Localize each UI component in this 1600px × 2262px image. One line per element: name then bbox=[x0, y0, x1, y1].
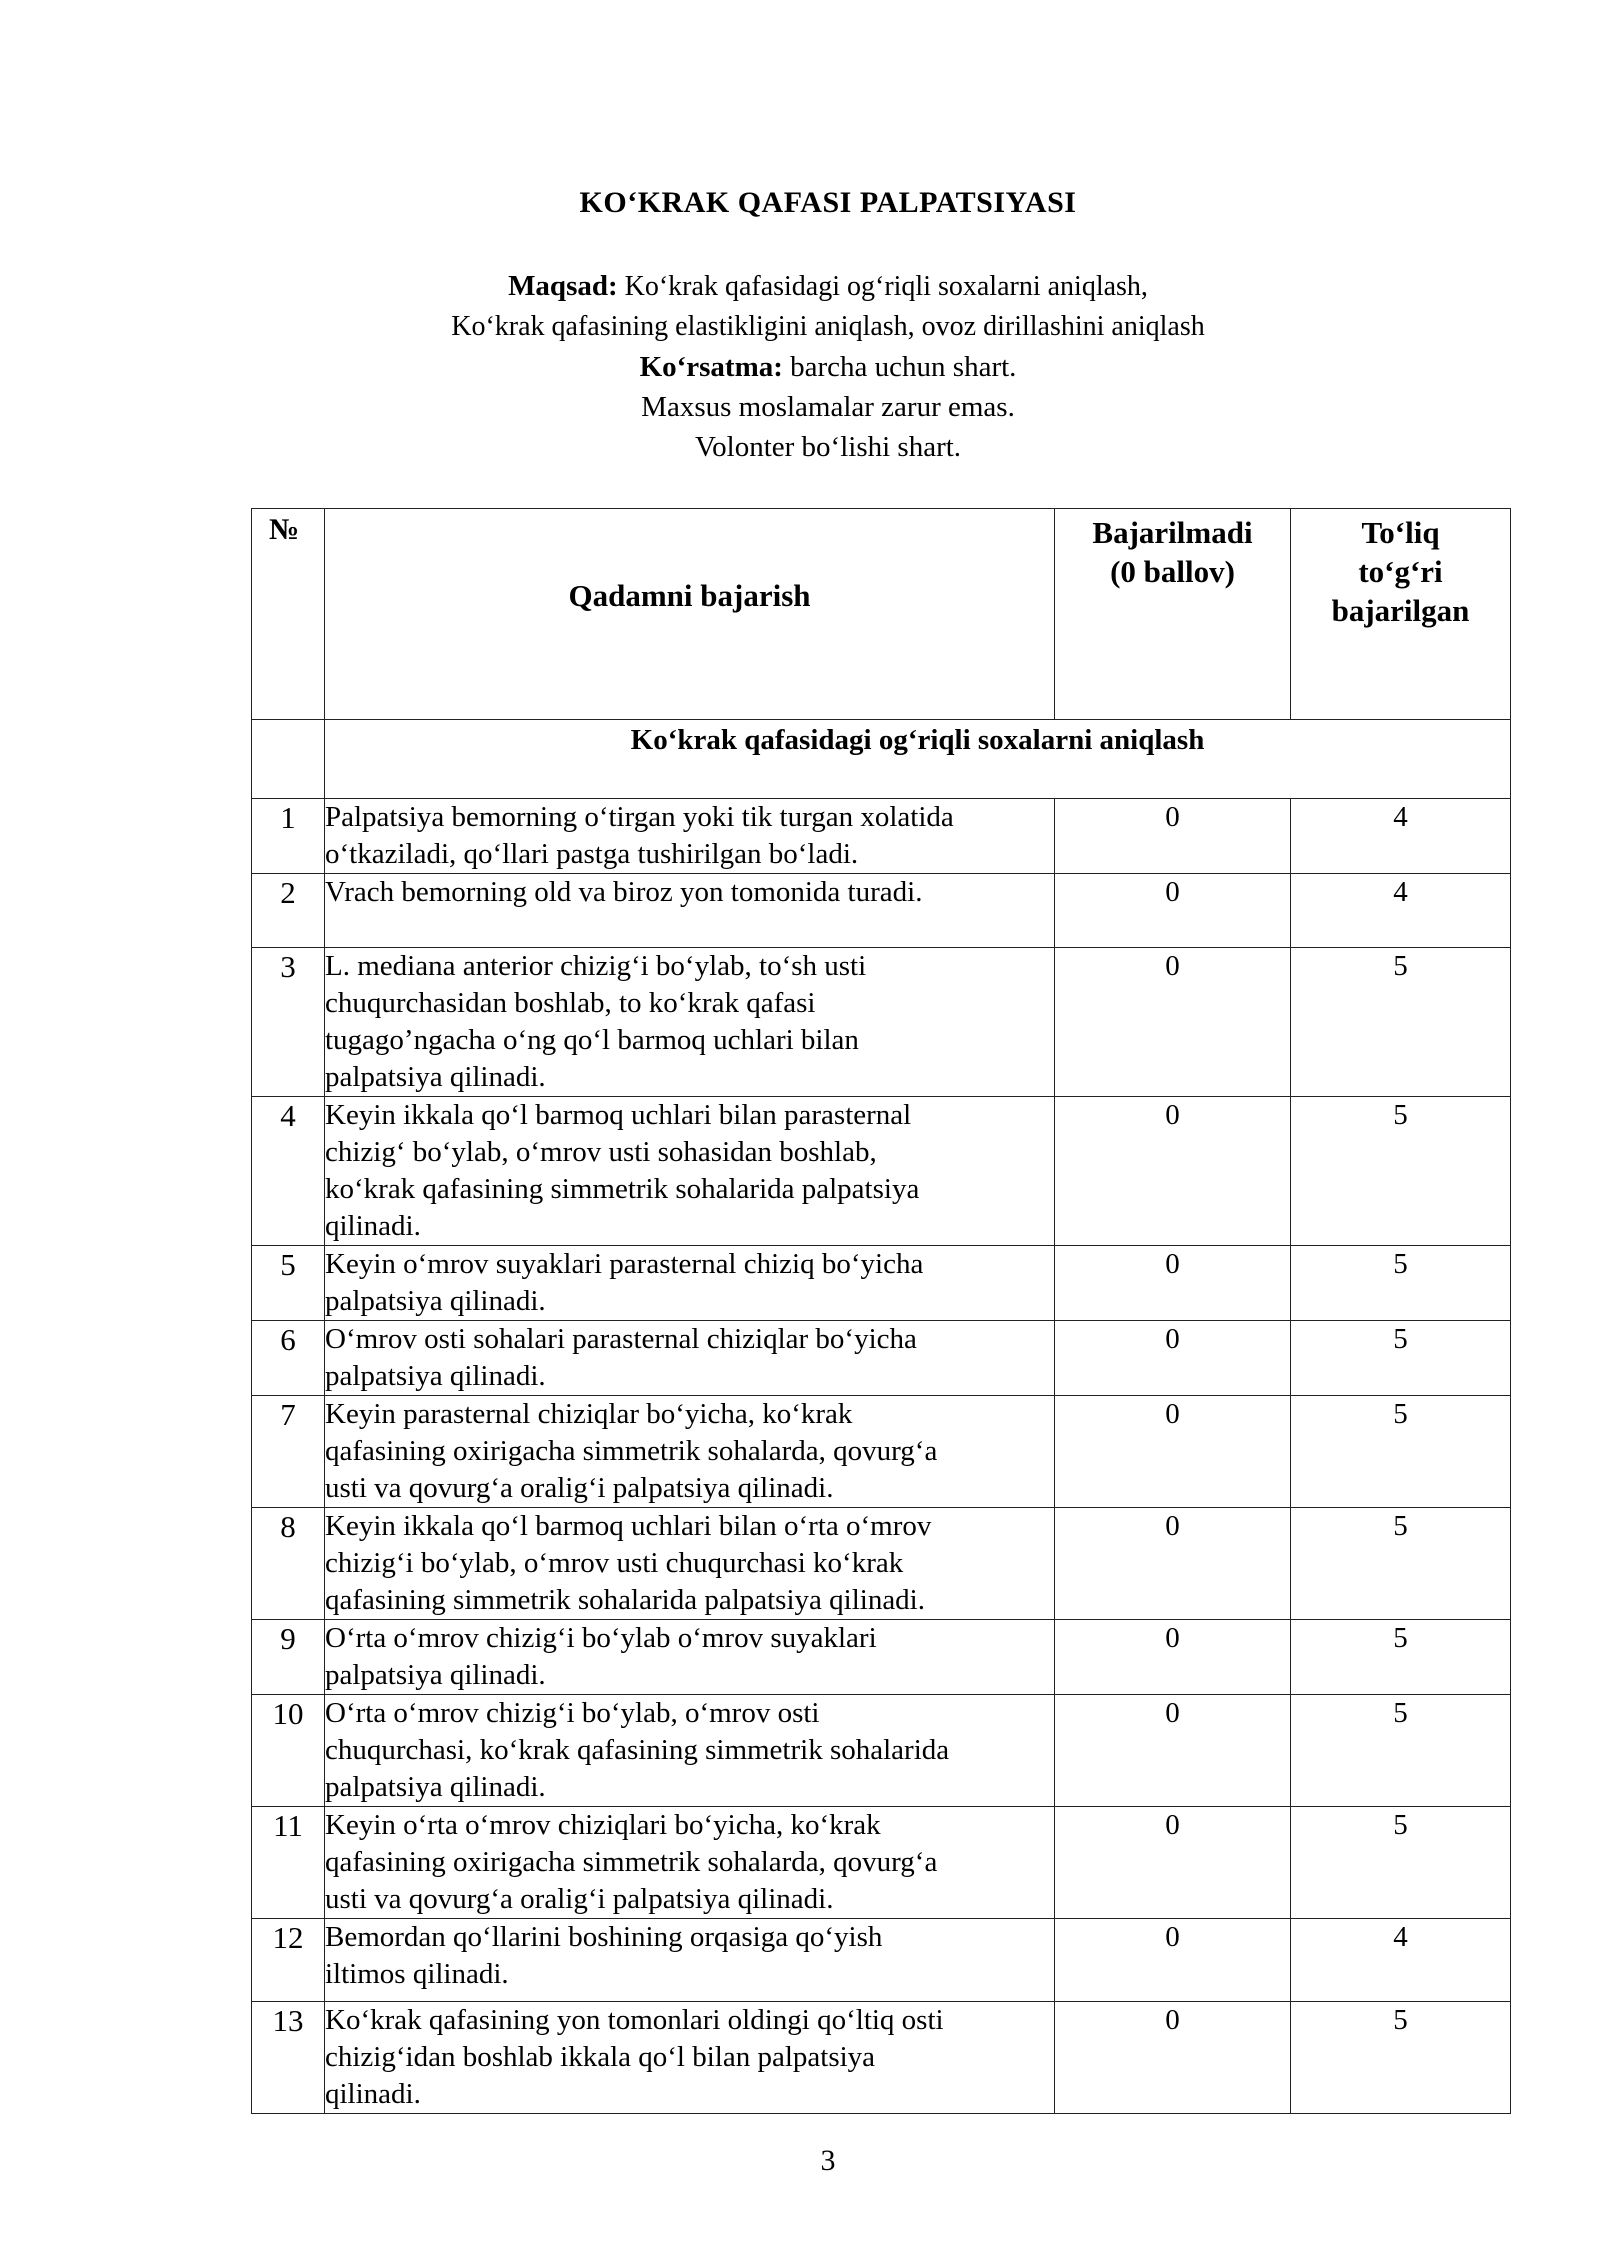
step-description-line: palpatsiya qilinadi. bbox=[325, 1285, 546, 1317]
step-description-line: O‘rta o‘mrov chizig‘i bo‘ylab, o‘mrov osti bbox=[325, 1697, 820, 1729]
step-description bbox=[325, 1246, 1055, 1321]
step-description-line: qilinadi. bbox=[325, 2078, 421, 2110]
fully-done-score: 4 bbox=[1291, 874, 1511, 948]
not-done-score: 0 bbox=[1055, 2002, 1291, 2114]
step-description-line: Keyin ikkala qo‘l barmoq uchlari bilan o‘rta o‘mrov bbox=[325, 1510, 932, 1542]
step-number: 13 bbox=[252, 2002, 325, 2114]
header-fully-done-line: To‘liq bbox=[1361, 515, 1440, 550]
step-description-line: qafasining oxirigacha simmetrik sohalarda, qovurg‘a bbox=[325, 1435, 938, 1467]
step-description bbox=[325, 1321, 1055, 1396]
step-description-line: qilinadi. bbox=[325, 1210, 421, 1242]
step-description-line: Keyin ikkala qo‘l barmoq uchlari bilan parasternal bbox=[325, 1099, 912, 1131]
step-description bbox=[325, 2002, 1055, 2114]
step-description-line: o‘tkaziladi, qo‘llari pastga tushirilgan bo‘ladi. bbox=[325, 838, 859, 870]
checklist-table bbox=[251, 508, 1511, 2114]
fully-done-score: 5 bbox=[1291, 1695, 1511, 1807]
step-number: 6 bbox=[252, 1321, 325, 1396]
header-number: № bbox=[252, 509, 325, 720]
step-description bbox=[325, 1097, 1055, 1246]
fully-done-score: 5 bbox=[1291, 1508, 1511, 1620]
step-description-line: usti va qovurg‘a oralig‘i palpatsiya qilinadi. bbox=[325, 1472, 834, 1504]
not-done-score: 0 bbox=[1055, 1919, 1291, 2002]
step-description-line: Vrach bemorning old va biroz yon tomonida turadi. bbox=[325, 876, 923, 908]
step-description-line: Ko‘krak qafasining yon tomonlari oldingi qo‘ltiq osti bbox=[325, 2004, 944, 2036]
not-done-score: 0 bbox=[1055, 1246, 1291, 1321]
step-description bbox=[325, 1695, 1055, 1807]
table-row bbox=[252, 1246, 1511, 1321]
step-number: 2 bbox=[252, 874, 325, 948]
step-description-line: chuqurchasidan boshlab, to ko‘krak qafasi bbox=[325, 987, 816, 1019]
step-description-line: chuqurchasi, ko‘krak qafasining simmetrik sohalarida bbox=[325, 1734, 950, 1766]
not-done-score: 0 bbox=[1055, 948, 1291, 1097]
fully-done-score: 5 bbox=[1291, 1396, 1511, 1508]
step-description-line: ko‘krak qafasining simmetrik sohalarida palpatsiya bbox=[325, 1173, 920, 1205]
not-done-score: 0 bbox=[1055, 874, 1291, 948]
volunteer-line: Volonter bo‘lishi shart. bbox=[694, 431, 962, 463]
fully-done-score: 5 bbox=[1291, 948, 1511, 1097]
not-done-score: 0 bbox=[1055, 1508, 1291, 1620]
intro-block bbox=[0, 266, 1600, 467]
step-description-line: chizig‘ bo‘ylab, o‘mrov usti sohasidan boshlab, bbox=[325, 1136, 877, 1168]
not-done-score: 0 bbox=[1055, 1396, 1291, 1508]
indication-line bbox=[0, 347, 1600, 387]
not-done-score: 0 bbox=[1055, 1807, 1291, 1919]
fully-done-score: 5 bbox=[1291, 2002, 1511, 2114]
step-description-line: L. mediana anterior chizig‘i bo‘ylab, to‘sh usti bbox=[325, 950, 867, 982]
step-number: 9 bbox=[252, 1620, 325, 1695]
step-description-line: O‘mrov osti sohalari parasternal chiziqlar bo‘yicha bbox=[325, 1323, 917, 1355]
fully-done-score: 4 bbox=[1291, 1919, 1511, 2002]
step-number: 1 bbox=[252, 799, 325, 874]
step-number: 11 bbox=[252, 1807, 325, 1919]
step-description-line: Keyin o‘rta o‘mrov chiziqlari bo‘yicha, ko‘krak bbox=[325, 1809, 881, 1841]
step-description-line: chizig‘idan boshlab ikkala qo‘l bilan palpatsiya bbox=[325, 2041, 876, 2073]
header-not-done-line: (0 ballov) bbox=[1110, 554, 1235, 589]
step-description-line: tugago’ngacha o‘ng qo‘l barmoq uchlari bilan bbox=[325, 1024, 859, 1056]
section-empty-cell bbox=[252, 720, 325, 799]
equipment-line: Maxsus moslamalar zarur emas. bbox=[641, 391, 1015, 423]
not-done-score: 0 bbox=[1055, 1097, 1291, 1246]
step-number: 4 bbox=[252, 1097, 325, 1246]
not-done-score: 0 bbox=[1055, 1321, 1291, 1396]
step-description-line: usti va qovurg‘a oralig‘i palpatsiya qilinadi. bbox=[325, 1883, 834, 1915]
step-number: 7 bbox=[252, 1396, 325, 1508]
fully-done-score: 4 bbox=[1291, 799, 1511, 874]
step-description-line: palpatsiya qilinadi. bbox=[325, 1360, 546, 1392]
step-description bbox=[325, 799, 1055, 874]
step-description bbox=[325, 1508, 1055, 1620]
table-row bbox=[252, 1508, 1511, 1620]
indication-label: Ko‘rsatma: bbox=[639, 351, 783, 383]
fully-done-score: 5 bbox=[1291, 1807, 1511, 1919]
step-description bbox=[325, 1396, 1055, 1508]
header-not-done-line: Bajarilmadi bbox=[1092, 515, 1253, 550]
step-description-line: palpatsiya qilinadi. bbox=[325, 1771, 546, 1803]
step-description-line: Bemordan qo‘llarini boshining orqasiga qo‘yish bbox=[325, 1921, 883, 1953]
step-number: 8 bbox=[252, 1508, 325, 1620]
step-description-line: palpatsiya qilinadi. bbox=[325, 1061, 546, 1093]
step-number: 12 bbox=[252, 1919, 325, 2002]
header-fully-done bbox=[1291, 509, 1511, 720]
step-description-line: Keyin o‘mrov suyaklari parasternal chiziq bo‘yicha bbox=[325, 1248, 924, 1280]
purpose-line bbox=[0, 266, 1600, 307]
step-description-line: O‘rta o‘mrov chizig‘i bo‘ylab o‘mrov suyaklari bbox=[325, 1622, 877, 1654]
not-done-score: 0 bbox=[1055, 1620, 1291, 1695]
not-done-score: 0 bbox=[1055, 799, 1291, 874]
table-row bbox=[252, 948, 1511, 1097]
table-row bbox=[252, 874, 1511, 948]
table-row bbox=[252, 1321, 1511, 1396]
step-number: 3 bbox=[252, 948, 325, 1097]
indication-text: barcha uchun shart. bbox=[782, 351, 1017, 383]
fully-done-score: 5 bbox=[1291, 1097, 1511, 1246]
table-header-row bbox=[252, 509, 1511, 720]
page-title: KO‘KRAK QAFASI PALPATSIYASI bbox=[579, 186, 1077, 219]
step-description bbox=[325, 1807, 1055, 1919]
step-description-line: qafasining simmetrik sohalarida palpatsiya qilinadi. bbox=[325, 1584, 925, 1616]
step-description-line: qafasining oxirigacha simmetrik sohalarda, qovurg‘a bbox=[325, 1846, 938, 1878]
step-number: 10 bbox=[252, 1695, 325, 1807]
table-row bbox=[252, 1396, 1511, 1508]
step-description-line: chizig‘i bo‘ylab, o‘mrov usti chuqurchasi ko‘krak bbox=[325, 1547, 904, 1579]
step-description-line: palpatsiya qilinadi. bbox=[325, 1659, 546, 1691]
table-row bbox=[252, 799, 1511, 874]
header-not-done bbox=[1055, 509, 1291, 720]
table-row bbox=[252, 1919, 1511, 2002]
purpose-label: Maqsad: bbox=[508, 270, 618, 302]
step-description-line: Palpatsiya bemorning o‘tirgan yoki tik turgan xolatida bbox=[325, 801, 954, 833]
not-done-score: 0 bbox=[1055, 1695, 1291, 1807]
step-description bbox=[325, 1620, 1055, 1695]
purpose-text-2: Ko‘krak qafasining elastikligini aniqlash, ovoz dirillashini aniqlash bbox=[451, 311, 1205, 342]
purpose-text: Ko‘krak qafasidagi og‘riqli soxalarni aniqlash, bbox=[617, 271, 1148, 302]
fully-done-score: 5 bbox=[1291, 1321, 1511, 1396]
step-description bbox=[325, 1919, 1055, 2002]
section-title: Ko‘krak qafasidagi og‘riqli soxalarni aniqlash bbox=[325, 720, 1511, 799]
table-row bbox=[252, 1097, 1511, 1246]
fully-done-score: 5 bbox=[1291, 1620, 1511, 1695]
header-step: Qadamni bajarish bbox=[325, 509, 1055, 720]
table-row bbox=[252, 2002, 1511, 2114]
page-number: 3 bbox=[820, 2144, 836, 2177]
step-description-line: iltimos qilinadi. bbox=[325, 1958, 509, 1990]
table-row bbox=[252, 1695, 1511, 1807]
step-number: 5 bbox=[252, 1246, 325, 1321]
step-description bbox=[325, 874, 1055, 948]
header-fully-done-line: to‘g‘ri bbox=[1358, 554, 1443, 589]
table-row bbox=[252, 1807, 1511, 1919]
header-fully-done-line: bajarilgan bbox=[1331, 593, 1470, 628]
step-description bbox=[325, 948, 1055, 1097]
fully-done-score: 5 bbox=[1291, 1246, 1511, 1321]
step-description-line: Keyin parasternal chiziqlar bo‘yicha, ko‘krak bbox=[325, 1398, 853, 1430]
table-row bbox=[252, 1620, 1511, 1695]
section-row bbox=[252, 720, 1511, 799]
